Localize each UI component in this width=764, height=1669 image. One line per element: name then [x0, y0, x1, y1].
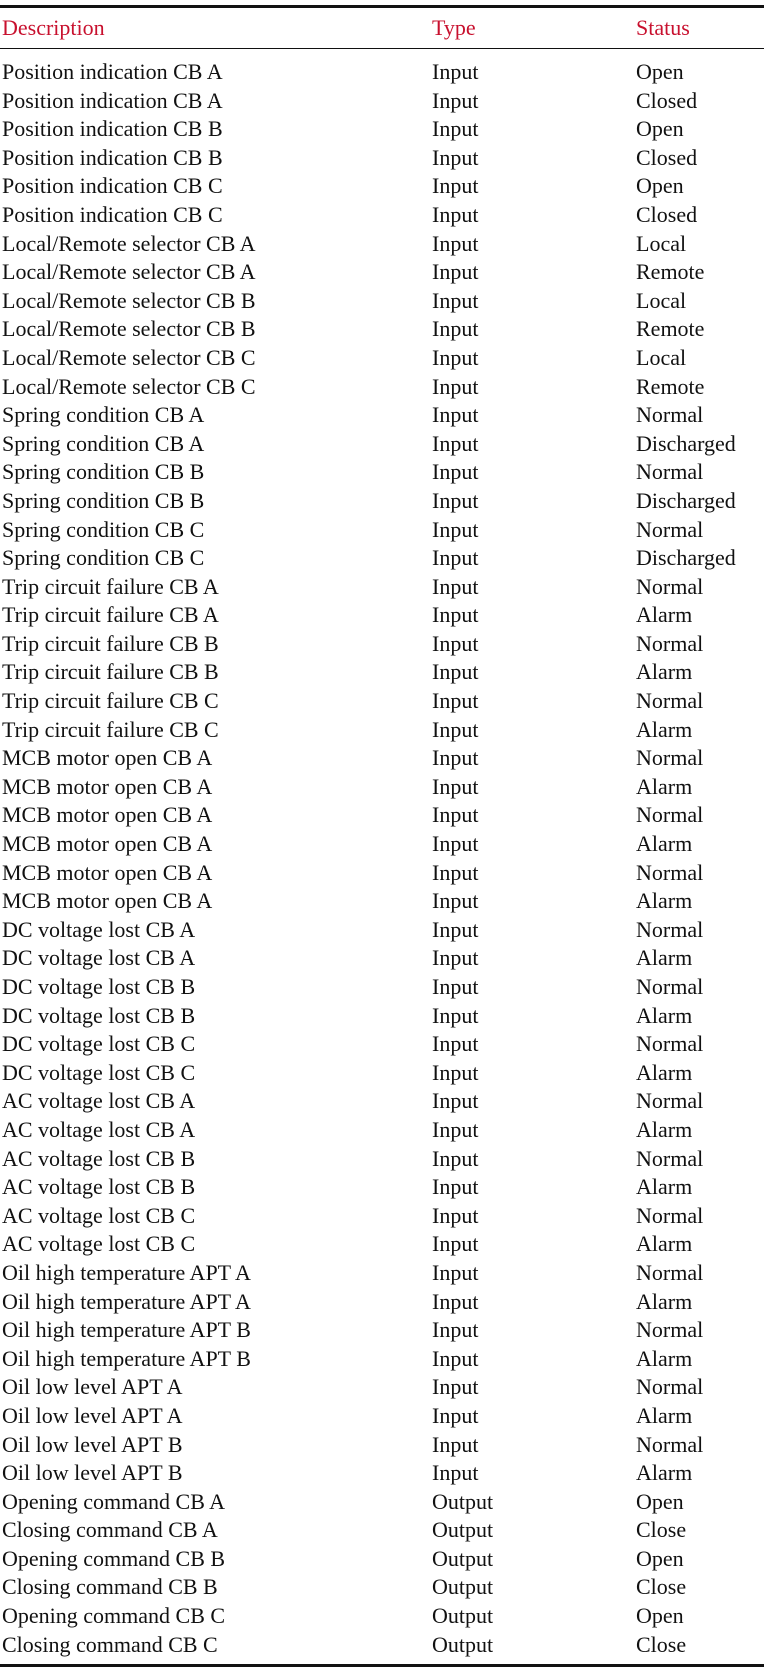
cell-status: Alarm — [636, 1174, 693, 1200]
table-row — [0, 744, 764, 773]
table-row — [0, 1345, 764, 1374]
cell-type: Input — [432, 459, 479, 485]
cell-status: Closed — [636, 201, 698, 227]
cell-type: Input — [432, 1174, 479, 1200]
cell-description: DC voltage lost CB B — [2, 1002, 196, 1028]
cell-description: MCB motor open CB A — [2, 745, 213, 771]
cell-description: Trip circuit failure CB B — [2, 659, 219, 685]
header-status: Status — [636, 15, 690, 40]
cell-description: Position indication CB B — [2, 144, 223, 170]
cell-type: Input — [432, 1259, 479, 1285]
cell-status: Normal — [636, 1431, 704, 1457]
cell-type: Input — [432, 859, 479, 885]
cell-description: Local/Remote selector CB A — [2, 259, 256, 285]
cell-type: Input — [432, 344, 479, 370]
cell-status: Normal — [636, 516, 704, 542]
signal-table — [0, 5, 764, 1667]
table-row — [0, 430, 764, 459]
table-row — [0, 630, 764, 659]
cell-description: AC voltage lost CB A — [2, 1116, 196, 1142]
cell-type: Input — [432, 945, 479, 971]
cell-status: Alarm — [636, 1402, 693, 1428]
cell-description: AC voltage lost CB C — [2, 1202, 196, 1228]
cell-description: DC voltage lost CB A — [2, 916, 196, 942]
cell-type: Input — [432, 916, 479, 942]
cell-description: Oil low level APT A — [2, 1374, 183, 1400]
cell-status: Normal — [636, 859, 704, 885]
cell-description: Spring condition CB B — [2, 459, 205, 485]
cell-status: Normal — [636, 745, 704, 771]
cell-status: Normal — [636, 1031, 704, 1057]
cell-status: Normal — [636, 630, 704, 656]
table-row — [0, 258, 764, 287]
table-row — [0, 1059, 764, 1088]
table-row — [0, 287, 764, 316]
cell-status: Alarm — [636, 831, 693, 857]
cell-description: Trip circuit failure CB A — [2, 573, 219, 599]
cell-type: Input — [432, 1345, 479, 1371]
cell-type: Input — [432, 373, 479, 399]
cell-type: Input — [432, 716, 479, 742]
cell-description: Local/Remote selector CB B — [2, 316, 256, 342]
cell-description: Position indication CB C — [2, 173, 223, 199]
cell-description: MCB motor open CB A — [2, 773, 213, 799]
cell-type: Input — [432, 573, 479, 599]
cell-status: Alarm — [636, 1460, 693, 1486]
cell-status: Normal — [636, 974, 704, 999]
cell-status: Open — [636, 116, 684, 142]
cell-status: Open — [636, 1603, 684, 1629]
table-row — [0, 1402, 764, 1431]
cell-type: Input — [432, 201, 479, 227]
cell-type: Output — [432, 1517, 494, 1543]
header-type: Type — [432, 15, 476, 40]
cell-description: Oil high temperature APT A — [2, 1288, 251, 1314]
table-row — [0, 516, 764, 545]
table-row — [0, 830, 764, 859]
cell-description: Local/Remote selector CB B — [2, 287, 256, 313]
cell-description: MCB motor open CB A — [2, 802, 213, 828]
cell-description: Position indication CB C — [2, 201, 223, 227]
cell-type: Output — [432, 1574, 494, 1600]
cell-status: Normal — [636, 802, 704, 828]
table-row — [0, 1288, 764, 1317]
cell-type: Output — [432, 1631, 494, 1657]
cell-description: DC voltage lost CB C — [2, 1031, 196, 1057]
cell-status: Open — [636, 1545, 684, 1571]
cell-description: AC voltage lost CB A — [2, 1088, 196, 1114]
cell-type: Input — [432, 773, 479, 799]
cell-description: Position indication CB B — [2, 116, 223, 142]
cell-status: Closed — [636, 144, 698, 170]
table-row — [0, 773, 764, 802]
cell-type: Input — [432, 802, 479, 828]
cell-type: Input — [432, 1231, 479, 1257]
cell-status: Discharged — [636, 430, 736, 456]
table-row — [0, 1516, 764, 1545]
table-row — [0, 1173, 764, 1202]
cell-status: Close — [636, 1631, 687, 1657]
cell-status: Alarm — [636, 1345, 693, 1371]
cell-status: Normal — [636, 402, 704, 428]
table-row — [0, 1631, 764, 1660]
table-row — [0, 172, 764, 201]
cell-status: Local — [636, 344, 687, 370]
cell-description: Trip circuit failure CB A — [2, 602, 219, 628]
cell-type: Input — [432, 430, 479, 456]
cell-status: Open — [636, 1488, 684, 1514]
cell-description: MCB motor open CB A — [2, 859, 213, 885]
table-row — [0, 1230, 764, 1259]
cell-type: Input — [432, 545, 479, 571]
cell-status: Alarm — [636, 773, 693, 799]
table-row — [0, 1373, 764, 1402]
cell-type: Input — [432, 831, 479, 857]
cell-type: Input — [432, 144, 479, 170]
table-row — [0, 373, 764, 402]
cell-status: Closed — [636, 87, 698, 113]
table-row — [0, 201, 764, 230]
table-row — [0, 87, 764, 116]
cell-description: Closing command CB A — [2, 1517, 218, 1543]
cell-type: Input — [432, 1202, 479, 1228]
table-row — [0, 230, 764, 259]
cell-type: Input — [432, 116, 479, 142]
cell-description: DC voltage lost CB C — [2, 1059, 196, 1085]
table-row — [0, 573, 764, 602]
table-row — [0, 1202, 764, 1231]
cell-description: Local/Remote selector CB C — [2, 344, 256, 370]
cell-description: Opening command CB B — [2, 1545, 226, 1571]
table-row — [0, 1259, 764, 1288]
cell-type: Input — [432, 602, 479, 628]
cell-type: Input — [432, 59, 479, 84]
table-row — [0, 716, 764, 745]
cell-description: Closing command CB B — [2, 1574, 218, 1600]
cell-status: Discharged — [636, 487, 736, 513]
cell-type: Input — [432, 1374, 479, 1400]
cell-description: DC voltage lost CB A — [2, 945, 196, 971]
table-row — [0, 1145, 764, 1174]
table-row — [0, 1545, 764, 1574]
cell-type: Output — [432, 1545, 494, 1571]
cell-type: Input — [432, 402, 479, 428]
cell-type: Input — [432, 173, 479, 199]
cell-status: Alarm — [636, 1002, 693, 1028]
cell-description: Oil high temperature APT B — [2, 1345, 251, 1371]
cell-description: DC voltage lost CB B — [2, 974, 196, 999]
cell-type: Input — [432, 516, 479, 542]
cell-type: Input — [432, 1317, 479, 1343]
cell-type: Input — [432, 1088, 479, 1114]
cell-status: Normal — [636, 1259, 704, 1285]
cell-type: Input — [432, 630, 479, 656]
cell-type: Input — [432, 487, 479, 513]
cell-type: Input — [432, 1145, 479, 1171]
table-row — [0, 1030, 764, 1059]
cell-status: Open — [636, 59, 684, 84]
cell-status: Normal — [636, 688, 704, 714]
table-row — [0, 144, 764, 173]
table-row — [0, 401, 764, 430]
cell-description: Spring condition CB C — [2, 545, 205, 571]
cell-description: Local/Remote selector CB C — [2, 373, 256, 399]
table-header — [0, 8, 764, 48]
cell-description: Trip circuit failure CB B — [2, 630, 219, 656]
table-row — [0, 801, 764, 830]
cell-description: MCB motor open CB A — [2, 831, 213, 857]
table-row — [0, 487, 764, 516]
table-row — [0, 315, 764, 344]
cell-description: Oil high temperature APT B — [2, 1317, 251, 1343]
cell-status: Remote — [636, 316, 705, 342]
cell-status: Normal — [636, 459, 704, 485]
table-row — [0, 944, 764, 973]
cell-type: Input — [432, 259, 479, 285]
table-row — [0, 58, 764, 87]
cell-type: Input — [432, 1116, 479, 1142]
table-row — [0, 1431, 764, 1460]
cell-type: Output — [432, 1488, 494, 1514]
cell-description: Trip circuit failure CB C — [2, 688, 219, 714]
cell-type: Input — [432, 1288, 479, 1314]
table-row — [0, 1459, 764, 1488]
cell-description: Opening command CB C — [2, 1603, 226, 1629]
cell-type: Input — [432, 1059, 479, 1085]
cell-type: Input — [432, 974, 479, 999]
cell-status: Close — [636, 1517, 687, 1543]
cell-type: Input — [432, 87, 479, 113]
cell-description: Position indication CB A — [2, 87, 223, 113]
cell-description: Position indication CB A — [2, 59, 223, 84]
cell-type: Input — [432, 230, 479, 256]
cell-type: Input — [432, 1402, 479, 1428]
cell-status: Alarm — [636, 1116, 693, 1142]
table-row — [0, 1573, 764, 1602]
cell-status: Alarm — [636, 1231, 693, 1257]
table-row — [0, 1316, 764, 1345]
cell-type: Input — [432, 316, 479, 342]
cell-status: Normal — [636, 1317, 704, 1343]
table-row — [0, 544, 764, 573]
cell-status: Local — [636, 230, 687, 256]
cell-status: Alarm — [636, 602, 693, 628]
table-row — [0, 859, 764, 888]
table-row — [0, 1488, 764, 1517]
cell-status: Normal — [636, 916, 704, 942]
cell-type: Input — [432, 287, 479, 313]
cell-description: AC voltage lost CB C — [2, 1231, 196, 1257]
cell-type: Input — [432, 1031, 479, 1057]
cell-description: Closing command CB C — [2, 1631, 218, 1657]
table-row — [0, 887, 764, 916]
cell-status: Alarm — [636, 1059, 693, 1085]
cell-type: Input — [432, 1431, 479, 1457]
cell-description: MCB motor open CB A — [2, 888, 213, 914]
bottom-rule — [0, 1664, 764, 1667]
cell-status: Normal — [636, 1202, 704, 1228]
table-row — [0, 458, 764, 487]
cell-status: Alarm — [636, 716, 693, 742]
cell-status: Discharged — [636, 545, 736, 571]
header-description: Description — [2, 15, 105, 40]
cell-type: Input — [432, 888, 479, 914]
cell-status: Remote — [636, 259, 705, 285]
cell-status: Local — [636, 287, 687, 313]
cell-description: Trip circuit failure CB C — [2, 716, 219, 742]
cell-status: Close — [636, 1574, 687, 1600]
cell-type: Output — [432, 1603, 494, 1629]
table-row — [0, 1087, 764, 1116]
table-row — [0, 601, 764, 630]
cell-description: Oil low level APT B — [2, 1460, 183, 1486]
cell-status: Alarm — [636, 888, 693, 914]
cell-description: AC voltage lost CB B — [2, 1145, 196, 1171]
cell-description: AC voltage lost CB B — [2, 1174, 196, 1200]
cell-description: Spring condition CB C — [2, 516, 205, 542]
cell-status: Normal — [636, 573, 704, 599]
cell-description: Local/Remote selector CB A — [2, 230, 256, 256]
table-body — [0, 49, 764, 1664]
cell-type: Input — [432, 1460, 479, 1486]
table-row — [0, 658, 764, 687]
table-row — [0, 1602, 764, 1631]
cell-status: Normal — [636, 1145, 704, 1171]
cell-description: Oil high temperature APT A — [2, 1259, 251, 1285]
cell-type: Input — [432, 745, 479, 771]
cell-description: Oil low level APT A — [2, 1402, 183, 1428]
table-row — [0, 1002, 764, 1031]
cell-status: Open — [636, 173, 684, 199]
cell-status: Normal — [636, 1374, 704, 1400]
cell-status: Remote — [636, 373, 705, 399]
table-row — [0, 115, 764, 144]
table-row — [0, 973, 764, 1002]
table-row — [0, 1116, 764, 1145]
cell-type: Input — [432, 1002, 479, 1028]
table-row — [0, 687, 764, 716]
cell-description: Spring condition CB A — [2, 430, 205, 456]
table-row — [0, 916, 764, 945]
table-row — [0, 344, 764, 373]
cell-status: Alarm — [636, 1288, 693, 1314]
cell-description: Spring condition CB B — [2, 487, 205, 513]
cell-type: Input — [432, 688, 479, 714]
cell-type: Input — [432, 659, 479, 685]
cell-description: Oil low level APT B — [2, 1431, 183, 1457]
cell-status: Normal — [636, 1088, 704, 1114]
cell-status: Alarm — [636, 659, 693, 685]
cell-status: Alarm — [636, 945, 693, 971]
cell-description: Spring condition CB A — [2, 402, 205, 428]
cell-description: Opening command CB A — [2, 1488, 226, 1514]
